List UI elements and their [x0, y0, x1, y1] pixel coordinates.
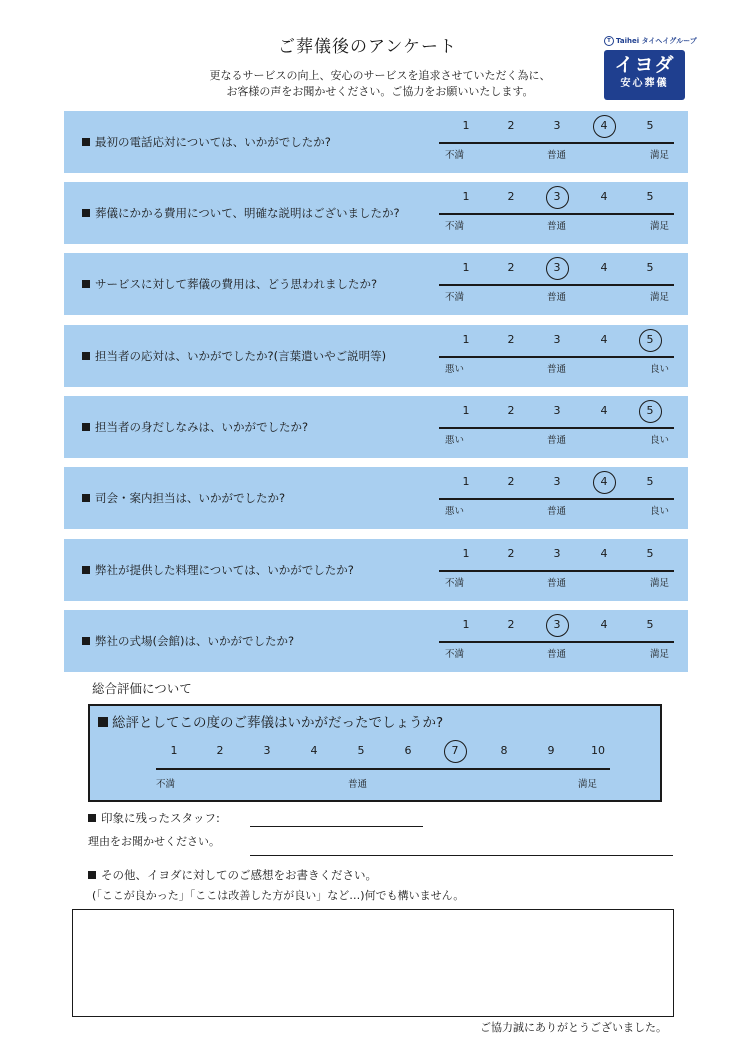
staff-reason-label: 理由をお聞かせください。	[88, 835, 220, 848]
scale-mid-label: 普通	[547, 649, 567, 660]
question-text	[82, 276, 377, 292]
square-bullet-icon	[82, 352, 90, 360]
selected-circle-mark	[593, 115, 616, 138]
scale-line	[439, 142, 674, 144]
question-label: 弊社が提供した料理については、いかがでしたか?	[95, 563, 354, 577]
scale-option[interactable]: 3	[553, 404, 561, 417]
scale-option[interactable]: 4	[600, 618, 608, 631]
scale-line	[439, 570, 674, 572]
question-text	[82, 562, 354, 578]
scale-option[interactable]: 3	[553, 618, 561, 631]
square-bullet-icon	[82, 494, 90, 502]
question-label: サービスに対して葬儀の費用は、どう思われましたか?	[95, 277, 378, 291]
scale-mid-label: 普通	[547, 578, 567, 589]
scale-option[interactable]: 4	[600, 333, 608, 346]
scale-option[interactable]: 3	[553, 475, 561, 488]
question-text	[82, 633, 294, 649]
question-text	[82, 348, 386, 364]
overall-high-label: 満足	[578, 779, 598, 790]
question-row	[64, 610, 688, 672]
square-bullet-icon	[82, 138, 90, 146]
staff-label	[88, 810, 220, 826]
question-label: 最初の電話応対については、いかがでしたか?	[95, 135, 331, 149]
scale-option[interactable]: 4	[600, 547, 608, 560]
scale-high-label: 満足	[650, 292, 670, 303]
scale-option[interactable]: 2	[507, 333, 515, 346]
scale-option[interactable]: 2	[507, 119, 515, 132]
scale-option[interactable]: 1	[462, 618, 470, 631]
scale-low-label: 不満	[445, 292, 465, 303]
question-row	[64, 396, 688, 458]
taihei-mark-icon: T	[604, 36, 614, 46]
square-bullet-icon	[82, 280, 90, 288]
scale-option[interactable]: 5	[646, 261, 654, 274]
scale-option[interactable]: 3	[553, 547, 561, 560]
overall-scale-option[interactable]: 8	[500, 744, 508, 757]
scale-option[interactable]: 5	[646, 475, 654, 488]
intro-line-2: お客様の声をお聞かせください。ご協力をお願いいたします。	[226, 85, 534, 98]
scale-option[interactable]: 2	[507, 618, 515, 631]
overall-mid-label: 普通	[348, 779, 368, 790]
scale-high-label: 満足	[650, 649, 670, 660]
selected-circle-mark	[593, 471, 616, 494]
selected-circle-mark	[546, 186, 569, 209]
overall-scale-option[interactable]: 4	[310, 744, 318, 757]
scale-mid-label: 普通	[547, 292, 567, 303]
scale-option[interactable]: 2	[507, 190, 515, 203]
scale-mid-label: 普通	[547, 364, 567, 375]
scale-low-label: 不満	[445, 578, 465, 589]
overall-scale-option[interactable]: 10	[591, 744, 605, 757]
question-row	[64, 539, 688, 601]
scale-mid-label: 普通	[547, 150, 567, 161]
scale-low-label: 不満	[445, 221, 465, 232]
scale-high-label: 満足	[650, 221, 670, 232]
question-text	[82, 134, 331, 150]
question-row	[64, 467, 688, 529]
overall-scale-option[interactable]: 1	[170, 744, 178, 757]
overall-low-label: 不満	[156, 779, 176, 790]
scale-option[interactable]: 5	[646, 119, 654, 132]
scale-line	[439, 498, 674, 500]
question-row	[64, 253, 688, 315]
scale-line	[439, 213, 674, 215]
overall-scale-line	[156, 768, 610, 770]
scale-option[interactable]: 3	[553, 119, 561, 132]
group-name: Taihei タイヘイグループ	[616, 37, 697, 45]
scale-option[interactable]: 4	[600, 190, 608, 203]
scale-option[interactable]: 5	[646, 333, 654, 346]
scale-option[interactable]: 1	[462, 119, 470, 132]
question-row	[64, 325, 688, 387]
scale-line	[439, 356, 674, 358]
scale-option[interactable]: 1	[462, 190, 470, 203]
scale-option[interactable]: 4	[600, 261, 608, 274]
scale-option[interactable]: 1	[462, 547, 470, 560]
scale-option[interactable]: 2	[507, 547, 515, 560]
overall-question	[98, 711, 443, 731]
overall-rating-box	[88, 704, 662, 802]
question-text	[82, 205, 400, 221]
question-text	[82, 419, 308, 435]
scale-high-label: 良い	[650, 506, 670, 517]
scale-option[interactable]: 4	[600, 475, 608, 488]
scale-option[interactable]: 5	[646, 547, 654, 560]
overall-question-text: 総評としてこの度のご葬儀はいかがだったでしょうか?	[112, 715, 444, 731]
selected-circle-mark	[639, 400, 662, 423]
scale-high-label: 良い	[650, 364, 670, 375]
other-example: (「ここが良かった」「ここは改善した方が良い」など…)何でも構いません。	[92, 889, 465, 902]
scale-low-label: 不満	[445, 649, 465, 660]
staff-name-field[interactable]	[250, 826, 423, 827]
scale-low-label: 悪い	[445, 506, 465, 517]
square-bullet-icon	[98, 717, 108, 727]
scale-high-label: 満足	[650, 578, 670, 589]
scale-mid-label: 普通	[547, 506, 567, 517]
brand-tagline: 安心葬儀	[620, 78, 669, 89]
selected-circle-mark	[546, 614, 569, 637]
selected-circle-mark	[546, 257, 569, 280]
question-text	[82, 490, 285, 506]
page-title: ご葬儀後のアンケート	[278, 37, 457, 57]
scale-option[interactable]: 4	[600, 404, 608, 417]
scale-mid-label: 普通	[547, 435, 567, 446]
brand-name: イヨダ	[614, 54, 675, 76]
scale-line	[439, 641, 674, 643]
thanks-message: ご協力誠にありがとうございました。	[480, 1021, 667, 1034]
comment-box[interactable]	[72, 909, 674, 1017]
scale-high-label: 満足	[650, 150, 670, 161]
staff-reason-field[interactable]	[250, 855, 673, 856]
scale-option[interactable]: 3	[553, 333, 561, 346]
other-label-text: その他、イヨダに対してのご感想をお書きください。	[101, 868, 377, 882]
scale-option[interactable]: 2	[507, 261, 515, 274]
square-bullet-icon	[82, 637, 90, 645]
question-label: 葬儀にかかる費用について、明確な説明はございましたか?	[95, 206, 400, 220]
intro-line-1: 更なるサービスの向上、安心のサービスを追求させていただく為に、	[209, 69, 551, 82]
overall-heading: 総合評価について	[92, 681, 192, 696]
staff-label-text: 印象に残ったスタッフ:	[101, 811, 220, 825]
other-label	[88, 867, 377, 883]
scale-option[interactable]: 1	[462, 475, 470, 488]
overall-scale-option[interactable]: 5	[357, 744, 365, 757]
group-logo	[604, 36, 697, 46]
scale-option[interactable]: 5	[646, 190, 654, 203]
selected-circle-mark	[444, 740, 467, 763]
question-label: 担当者の身だしなみは、いかがでしたか?	[95, 420, 309, 434]
question-label: 司会・案内担当は、いかがでしたか?	[95, 491, 286, 505]
scale-option[interactable]: 5	[646, 618, 654, 631]
question-row	[64, 182, 688, 244]
scale-low-label: 悪い	[445, 435, 465, 446]
question-label: 担当者の応対は、いかがでしたか?(言葉遣いやご説明等)	[95, 349, 387, 363]
square-bullet-icon	[88, 814, 96, 822]
square-bullet-icon	[82, 423, 90, 431]
square-bullet-icon	[88, 871, 96, 879]
scale-option[interactable]: 4	[600, 119, 608, 132]
square-bullet-icon	[82, 209, 90, 217]
scale-low-label: 悪い	[445, 364, 465, 375]
scale-line	[439, 284, 674, 286]
scale-line	[439, 427, 674, 429]
overall-scale-option[interactable]: 9	[547, 744, 555, 757]
scale-high-label: 良い	[650, 435, 670, 446]
scale-option[interactable]: 3	[553, 190, 561, 203]
brand-logo	[604, 50, 685, 100]
square-bullet-icon	[82, 566, 90, 574]
scale-option[interactable]: 3	[553, 261, 561, 274]
overall-scale-option[interactable]: 2	[216, 744, 224, 757]
overall-scale-option[interactable]: 3	[263, 744, 271, 757]
scale-option[interactable]: 2	[507, 475, 515, 488]
question-row	[64, 111, 688, 173]
scale-option[interactable]: 5	[646, 404, 654, 417]
selected-circle-mark	[639, 329, 662, 352]
scale-option[interactable]: 1	[462, 333, 470, 346]
question-label: 弊社の式場(会館)は、いかがでしたか?	[95, 634, 295, 648]
scale-option[interactable]: 2	[507, 404, 515, 417]
overall-scale-option[interactable]: 7	[451, 744, 459, 757]
scale-option[interactable]: 1	[462, 261, 470, 274]
scale-option[interactable]: 1	[462, 404, 470, 417]
scale-mid-label: 普通	[547, 221, 567, 232]
overall-scale-option[interactable]: 6	[404, 744, 412, 757]
scale-low-label: 不満	[445, 150, 465, 161]
